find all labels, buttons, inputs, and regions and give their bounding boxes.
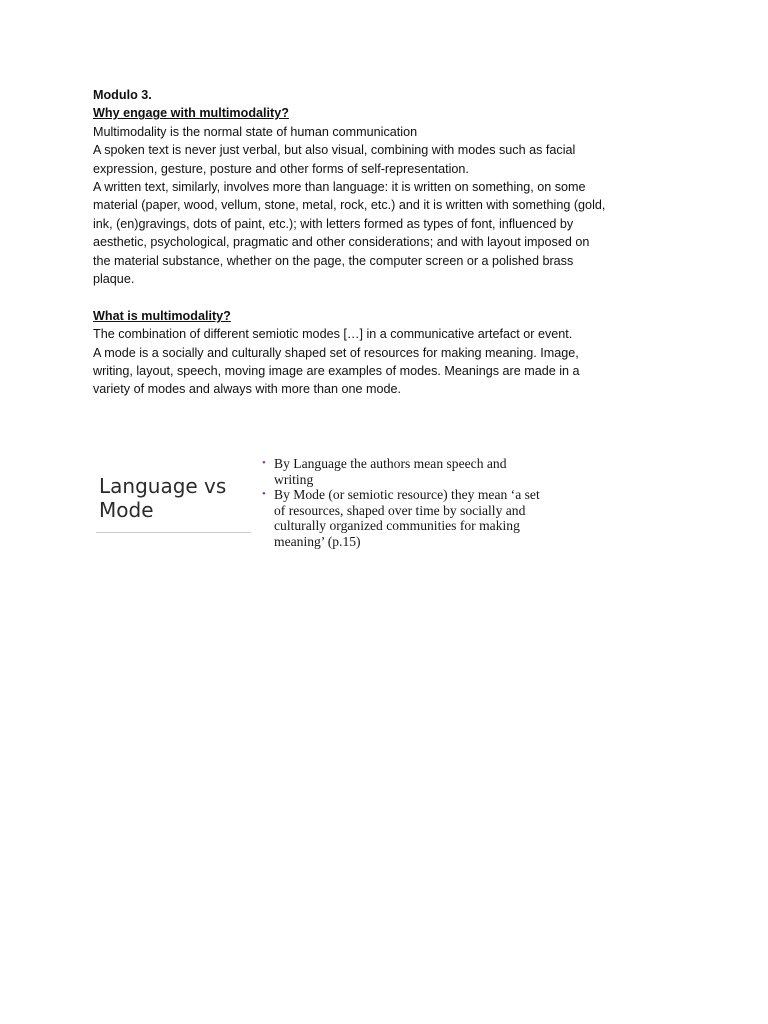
text-line: variety of modes and always with more than one mode. [93, 382, 402, 397]
section-what-paragraphs [93, 325, 678, 399]
bullet-line: culturally organized communities for making [274, 518, 520, 533]
text-line: aesthetic, psychological, pragmatic and other considerations; and with layout imposed on [93, 235, 590, 250]
slide-title-line: Language vs [99, 474, 227, 498]
slide-bullet-item [261, 487, 631, 549]
document-body [93, 86, 678, 399]
text-line: expression, gesture, posture and other forms of self-representation. [93, 161, 469, 176]
bullet-line: meaning’ (p.15) [274, 533, 361, 549]
slide-bullet-item [261, 456, 631, 487]
paragraph-spacer [93, 288, 678, 306]
bullet-icon: • [262, 488, 266, 500]
text-line: A written text, similarly, involves more than language: it is written on something, on some [93, 180, 586, 195]
text-line: material (paper, wood, vellum, stone, metal, rock, etc.) and it is written with something (gold, [93, 198, 606, 213]
document-heading: Modulo 3. [93, 88, 152, 102]
text-line: Multimodality is the normal state of human communication [93, 124, 418, 139]
section-why-paragraphs [93, 123, 678, 289]
slide-bullet-list [261, 456, 631, 549]
section-title-what: What is multimodality? [93, 308, 231, 323]
text-line: plaque. [93, 272, 135, 287]
bullet-line: writing [274, 471, 314, 487]
text-line: writing, layout, speech, moving image are examples of modes. Meanings are made in a [93, 364, 580, 379]
bullet-line: By Language the authors mean speech and [274, 456, 507, 471]
text-line: The combination of different semiotic modes […] in a communicative artefact or event. [93, 327, 573, 342]
bullet-line: By Mode (or semiotic resource) they mean ‘a set [274, 487, 540, 502]
text-line: the material substance, whether on the page, the computer screen or a polished brass [93, 253, 574, 268]
bullet-line: of resources, shaped over time by socially and [274, 502, 526, 518]
slide-title-line: Mode [99, 498, 154, 522]
embedded-slide-image [93, 452, 633, 552]
bullet-icon: • [262, 457, 266, 469]
slide-title-underline [96, 532, 251, 533]
section-title-why: Why engage with multimodality? [93, 106, 289, 121]
text-line: A spoken text is never just verbal, but also visual, combining with modes such as facial [93, 143, 576, 158]
text-line: A mode is a socially and culturally shaped set of resources for making meaning. Image, [93, 345, 579, 360]
slide-title [99, 474, 249, 522]
text-line: ink, (en)gravings, dots of paint, etc.); with letters formed as types of font, influenced by [93, 216, 574, 231]
